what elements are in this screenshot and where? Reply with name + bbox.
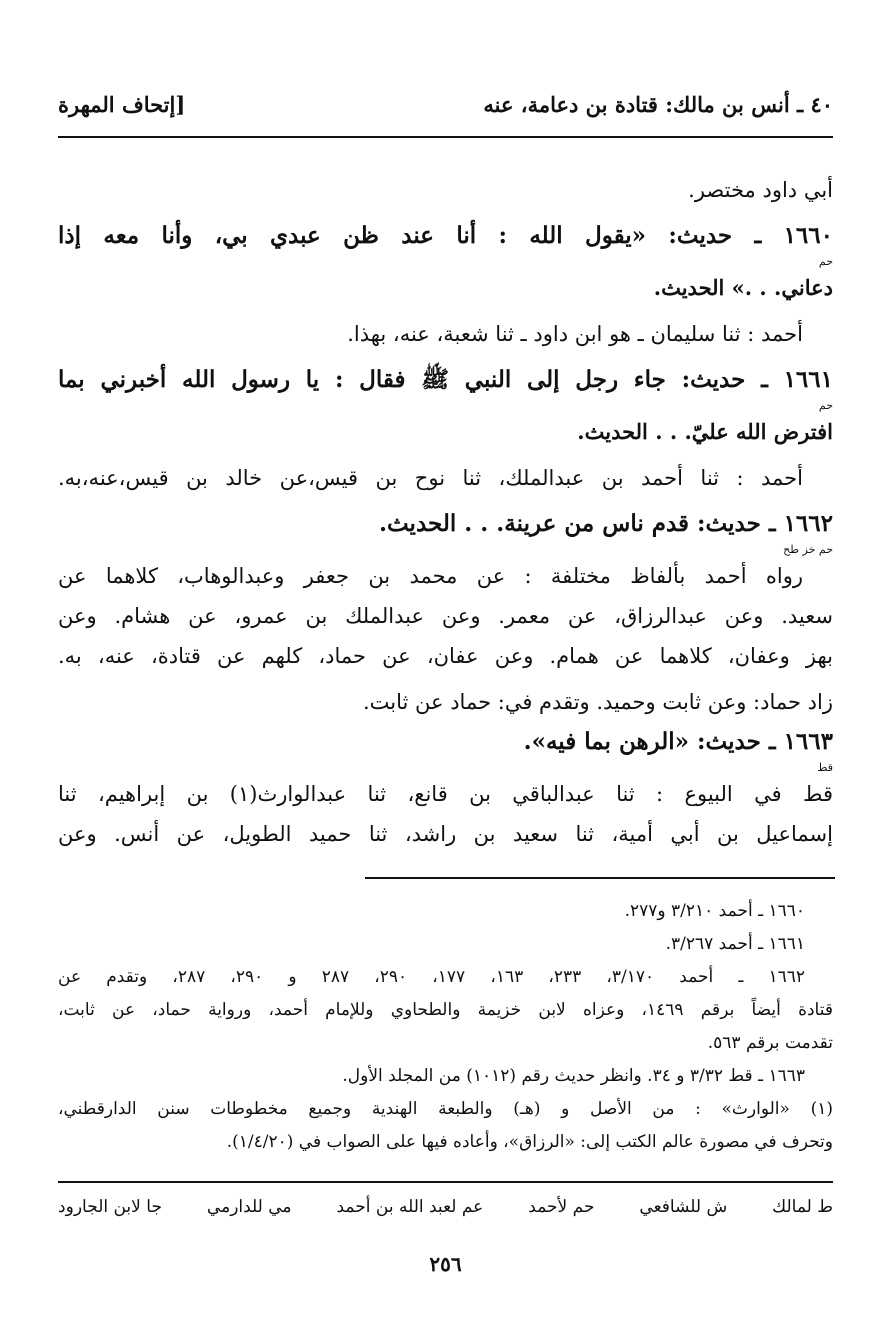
text-line: بهز وعفان، كلاهما عن همام. وعن عفان، عن حماد، كلهم عن قتادة، عنه، به. — [58, 644, 833, 668]
footnote-line: ١٦٦٠ ـ أحمد ٣/٢١٠ و٢٧٧. — [624, 901, 805, 921]
source-symbol: حم خز طح — [783, 543, 833, 556]
running-header — [58, 88, 833, 120]
text-line: سعيد. وعن عبدالرزاق، عن معمر. وعن عبدالملك بن عمرو، عن هشام. وعن — [58, 604, 833, 628]
footnote-line: قتادة أيضاً برقم ١٤٦٩، وعزاه لابن خزيمة والطحاوي وللإمام أحمد، ورواية حماد، عن ثابت، — [58, 1000, 833, 1020]
header-rule — [58, 136, 833, 138]
footnote-line: تقدمت برقم ٥٦٣. — [707, 1033, 833, 1053]
source-symbol: حم — [818, 255, 833, 268]
text-line: دعاني. . .» الحديث. — [653, 275, 833, 300]
text-line: أبي داود مختصر. — [688, 178, 833, 202]
text-line: افترض الله عليّ. . . الحديث. — [577, 419, 833, 444]
footnotes — [58, 895, 833, 1159]
hadith-1661-heading: ١٦٦١ ـ حديث: جاء رجل إلى النبي ﷺ فقال : يا رسول الله أخبرني بما — [58, 366, 833, 393]
hadith-1663-heading: ١٦٦٣ ـ حديث: «الرهن بما فيه». — [523, 728, 833, 755]
text-line: إسماعيل بن أبي أمية، ثنا سعيد بن راشد، ثنا حميد الطويل، عن أنس. وعن — [58, 822, 833, 846]
chapter-heading: ٤٠ ـ أنس بن مالك: قتادة بن دعامة، عنه — [483, 91, 833, 117]
legend-item: ش للشافعي — [639, 1197, 728, 1217]
legend-item: جا لابن الجارود — [58, 1197, 162, 1217]
symbol-legend — [58, 1190, 833, 1224]
hadith-1660-heading: ١٦٦٠ ـ حديث: «يقول الله : أنا عند ظن عبدي بي، وأنا معه إذا — [58, 222, 833, 249]
footnote-line: ١٦٦٣ ـ قط ٣/٣٢ و ٣٤. وانظر حديث رقم (١٠١٢) من المجلد الأول. — [342, 1066, 805, 1086]
footnote-line: (١) «الوارث» : من الأصل و (هـ) والطبعة الهندية وجميع مخطوطات سنن الدارقطني، — [58, 1099, 833, 1119]
footnote-line: ١٦٦١ ـ أحمد ٣/٢٦٧. — [665, 934, 805, 954]
footnote-rule — [365, 877, 835, 879]
book-title: [إتحاف المهرة — [58, 91, 186, 117]
footnote-line: ١٦٦٢ ـ أحمد ٣/١٧٠، ٢٣٣، ١٦٣، ١٧٧، ٢٩٠، ٢٨٧ و ٢٩٠، ٢٨٧، وتقدم عن — [58, 967, 806, 987]
source-symbol: حم — [818, 399, 833, 412]
legend-item: عم لعبد الله بن أحمد — [336, 1197, 484, 1217]
text-line: رواه أحمد بألفاظ مختلفة : عن محمد بن جعفر وعبدالوهاب، كلاهما عن — [58, 564, 803, 588]
source-symbol: قط — [817, 761, 833, 774]
text-line: زاد حماد: وعن ثابت وحميد. وتقدم في: حماد عن ثابت. — [362, 690, 833, 714]
legend-item: مي للدارمي — [206, 1197, 292, 1217]
page-number: ٢٥٦ — [429, 1252, 462, 1276]
footnote-line: وتحرف في مصورة عالم الكتب إلى: «الرزاق»، وأعاده فيها على الصواب في (١/٤/٢٠). — [226, 1132, 833, 1152]
text-line: قط في البيوع : ثنا عبدالباقي بن قانع، ثنا عبدالوارث(١) بن إبراهيم، ثنا — [58, 782, 833, 806]
isnad-line: أحمد : ثنا أحمد بن عبدالملك، ثنا نوح بن قيس،عن خالد بن قيس،عنه،به. — [58, 466, 803, 490]
legend-item: ط لمالك — [772, 1197, 833, 1217]
isnad-line: أحمد : ثنا سليمان ـ هو ابن داود ـ ثنا شعبة، عنه، بهذا. — [347, 322, 803, 346]
legend-item: حم لأحمد — [528, 1197, 595, 1217]
main-text — [58, 170, 833, 854]
legend-rule — [58, 1181, 833, 1183]
hadith-1662-heading: ١٦٦٢ ـ حديث: قدم ناس من عرينة. . . الحديث. — [378, 510, 833, 537]
